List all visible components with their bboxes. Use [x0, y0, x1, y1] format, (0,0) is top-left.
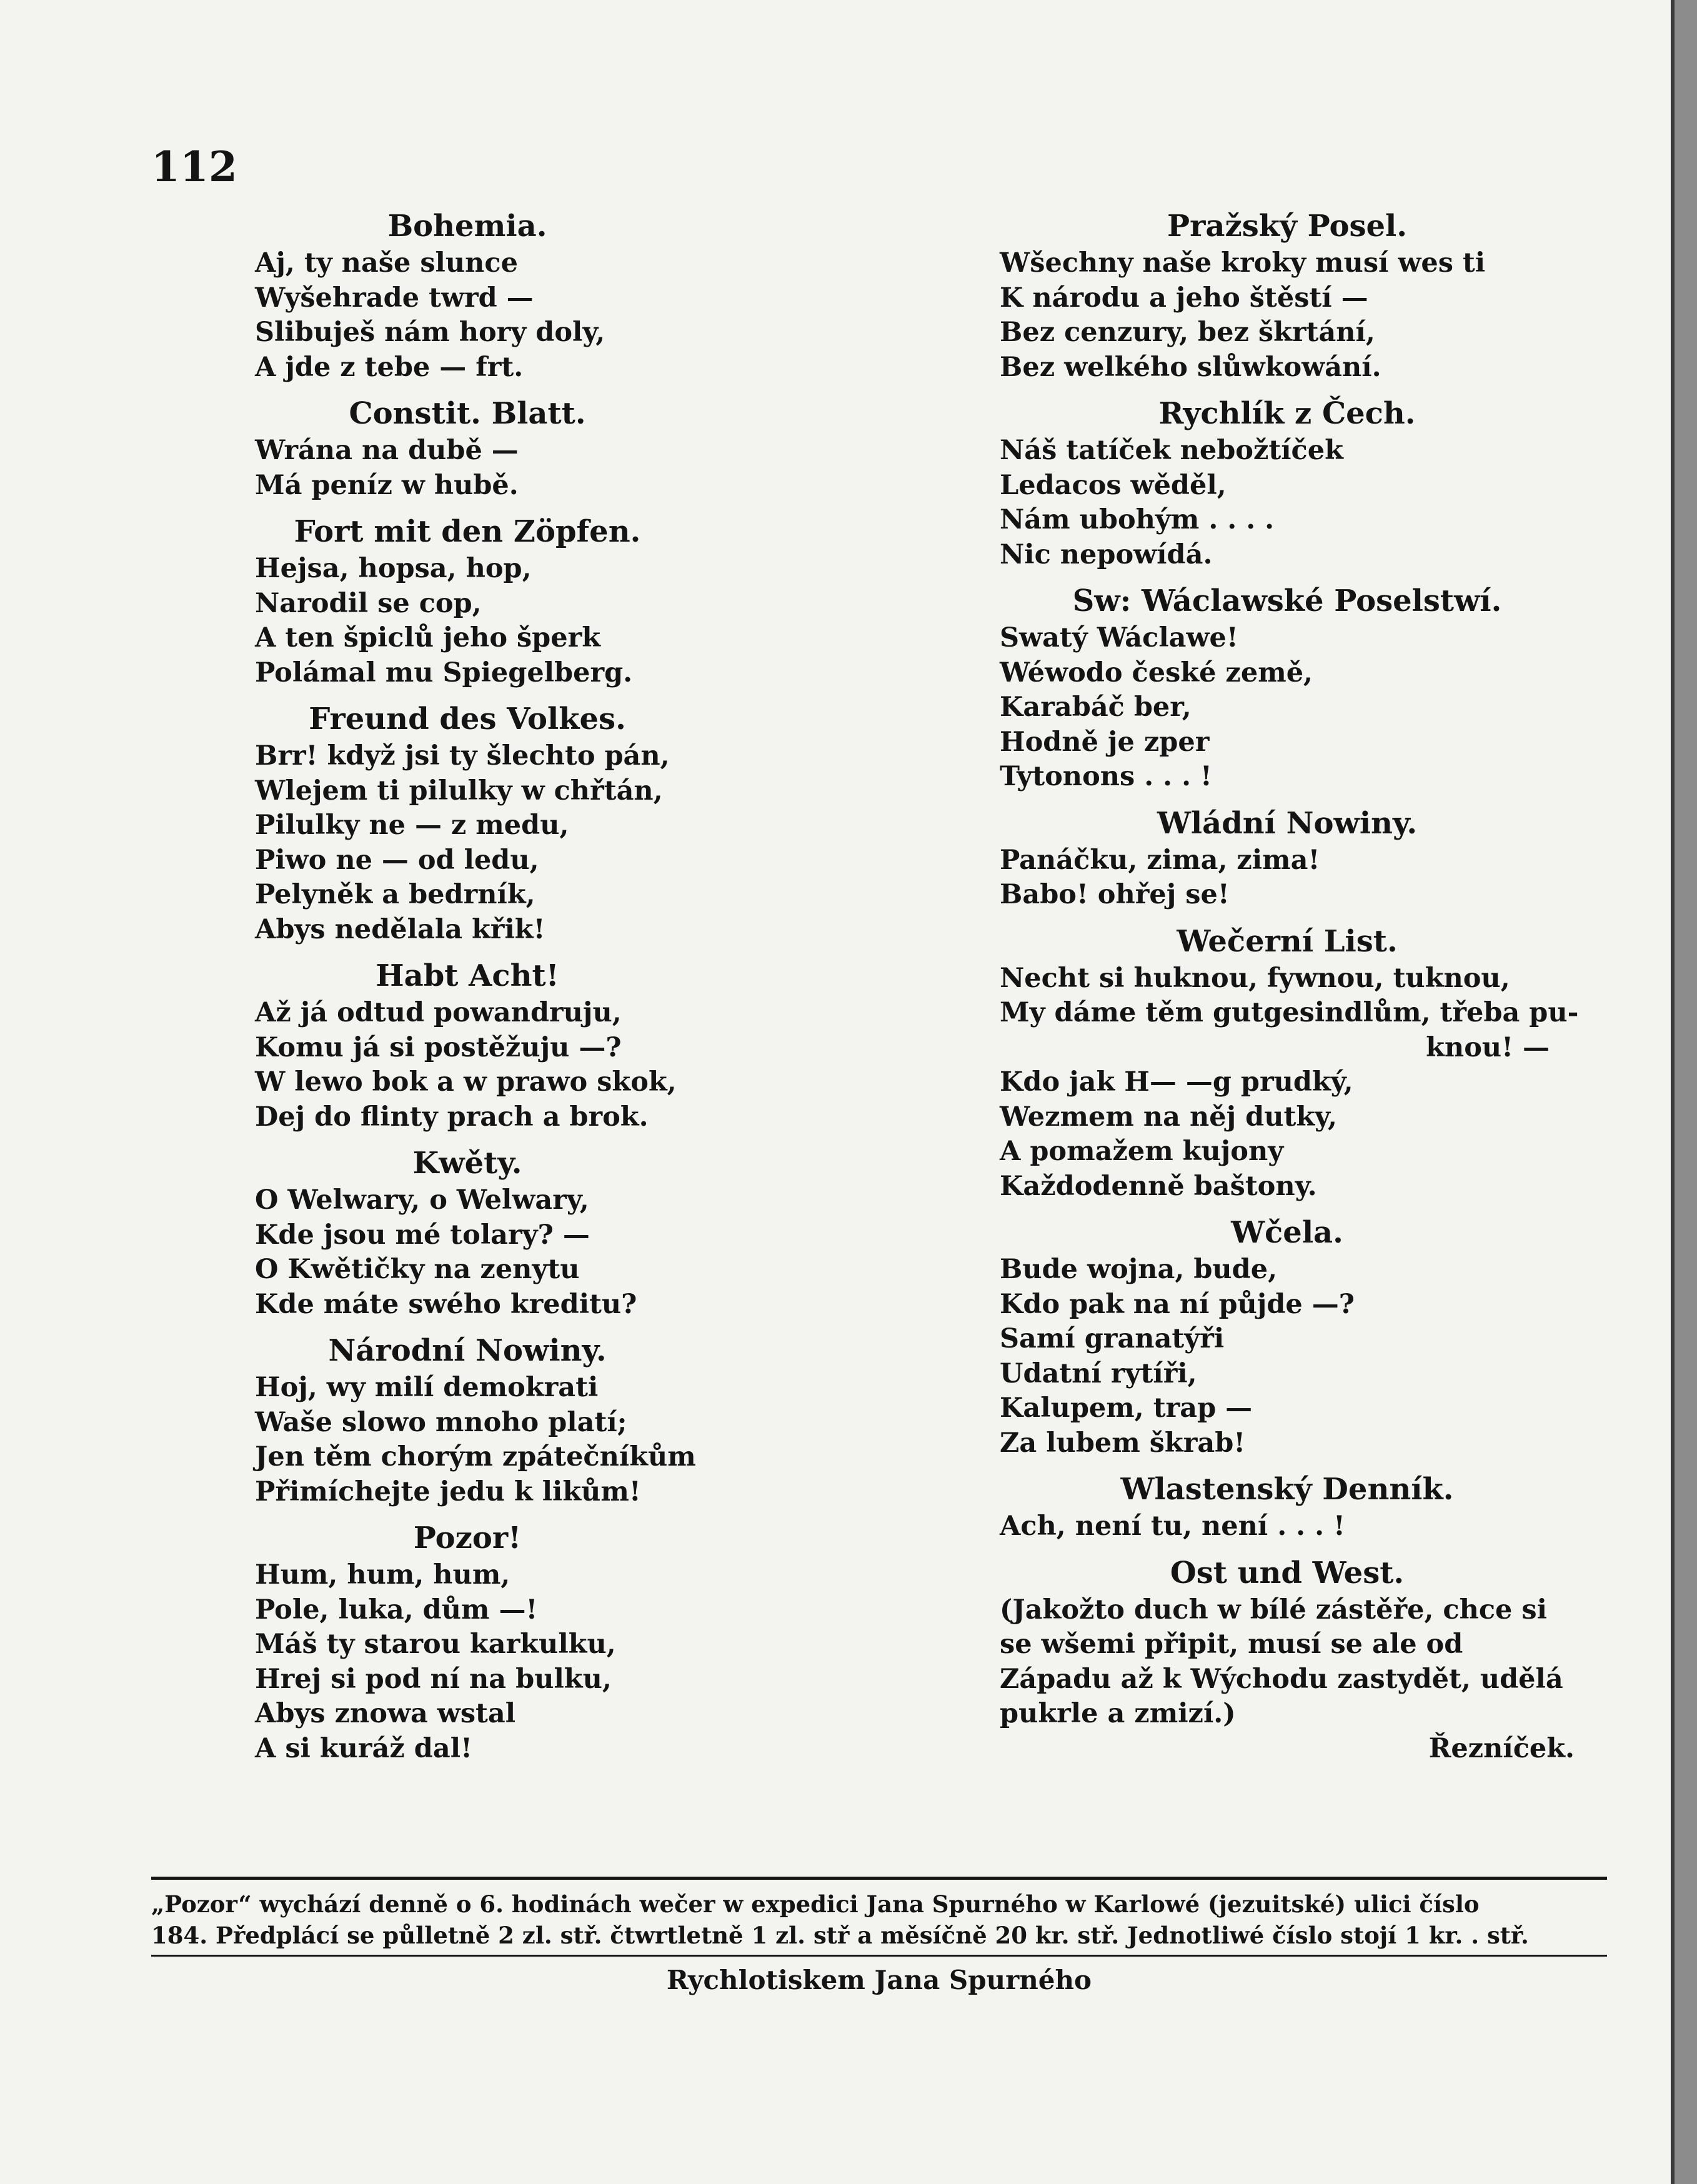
- verse-line: Pelyněk a bedrník,: [255, 879, 535, 910]
- verse-line: Nic nepowídá.: [1000, 539, 1213, 570]
- verse-line: Kdo jak H— —g prudký,: [1000, 1066, 1353, 1098]
- prose-paragraph: (Jakožto duch w bílé zástěře, chce si se wšemi připit, musí se ale od Západu až k Wýchodu zastydět, udělá pukrle a zmizí.): [1000, 1594, 1563, 1729]
- verse-line: Máš ty starou karkulku,: [255, 1629, 616, 1660]
- verse-line: Udatní rytíři,: [1000, 1358, 1197, 1389]
- footer-line-1: „Pozor“ wychází denně o 6. hodinách wečer w expedici Jana Spurného w Karlowé (jezuitské) ulici číslo: [151, 1890, 1480, 1918]
- verse-line: Slibuješ nám hory doly,: [255, 317, 605, 348]
- poem-section: [1000, 394, 1575, 572]
- verse-line: Kde máte swého kreditu?: [255, 1288, 637, 1320]
- section-title: Ost und West.: [1170, 1555, 1405, 1591]
- poem-section: [1000, 803, 1575, 913]
- verse-line: Má peníz w hubě.: [255, 469, 519, 501]
- verse-line: Babo! ohřej se!: [1000, 879, 1230, 910]
- verse-line: Narodil se cop,: [255, 587, 482, 619]
- verse-line: Swatý Wáclawe!: [1000, 622, 1238, 653]
- verse-line: Kalupem, trap —: [1000, 1392, 1253, 1424]
- verse-line: Každodenně baštony.: [1000, 1170, 1317, 1202]
- verse-line: Tytonons . . . !: [1000, 761, 1212, 792]
- section-title: Freund des Volkes.: [309, 702, 626, 737]
- verse-line: Brr! když jsi ty šlechto pán,: [255, 740, 670, 772]
- verse-line: Přimíchejte jedu k likům!: [255, 1476, 641, 1507]
- verse-line: Wlejem ti pilulky w chřtán,: [255, 775, 663, 807]
- verse-line: Wezmem na něj dutky,: [1000, 1101, 1337, 1133]
- verse-line: Hum, hum, hum,: [255, 1559, 510, 1591]
- verse-line: Pole, luka, dům —!: [255, 1594, 538, 1626]
- footer: [151, 1877, 1607, 1998]
- poem-section: [1000, 1469, 1575, 1544]
- section-title: Fort mit den Zöpfen.: [294, 514, 641, 549]
- poem-section: [255, 699, 680, 947]
- verse-line: Karabáč ber,: [1000, 692, 1192, 723]
- poem-section: [1000, 581, 1575, 795]
- footer-line-2: 184. Předplácí se půlletně 2 zl. stř. čtwrtletně 1 zl. stř a měsíčně 20 kr. stř. Jednotliwé číslo stojí 1 kr. . stř.: [151, 1922, 1529, 1949]
- verse-line: A pomažem kujony: [1000, 1136, 1284, 1167]
- section-title: Constit. Blatt.: [349, 396, 586, 431]
- verse-line: Abys nedělala křik!: [255, 913, 545, 945]
- poem-section: [1000, 1213, 1575, 1461]
- section-title: Bohemia.: [387, 209, 547, 244]
- verse-line: Polámal mu Spiegelberg.: [255, 657, 633, 688]
- verse-line: A si kuráž dal!: [255, 1732, 472, 1764]
- imprint: Rychlotiskem Jana Spurného: [666, 1965, 1092, 1995]
- footer-rule-bottom: [151, 1955, 1607, 1957]
- poem-section: [255, 1331, 696, 1509]
- poem-section: [255, 1518, 680, 1766]
- poem-section: [255, 956, 680, 1134]
- verse-line: Ach, není tu, není . . . !: [1000, 1511, 1345, 1542]
- poem-section: [1000, 921, 1579, 1204]
- verse-line: A ten špiclů jeho šperk: [255, 622, 601, 653]
- verse-line: Necht si huknou, fywnou, tuknou,: [1000, 962, 1510, 994]
- poem-section: [1000, 1553, 1575, 1767]
- verse-line: Komu já si postěžuju —?: [255, 1031, 622, 1063]
- verse-line: Samí granatýři: [1000, 1323, 1225, 1354]
- verse-line: Bude wojna, bude,: [1000, 1254, 1278, 1285]
- verse-line: W lewo bok a w prawo skok,: [255, 1066, 677, 1098]
- verse-line: K národu a jeho štěstí —: [1000, 282, 1368, 314]
- verse-line: Bez cenzury, bez škrtání,: [1000, 317, 1375, 348]
- verse-line: Wéwodo české země,: [1000, 657, 1313, 688]
- section-title: Habt Acht!: [376, 958, 559, 993]
- verse-line: Hejsa, hopsa, hop,: [255, 553, 532, 584]
- poem-section: [255, 1143, 680, 1322]
- verse-line: A jde z tebe — frt.: [255, 351, 524, 383]
- verse-line: O Kwětičky na zenytu: [255, 1254, 580, 1285]
- verse-line: Náš tatíček nebožtíček: [1000, 435, 1343, 466]
- verse-line: Hoj, wy milí demokrati: [255, 1372, 599, 1403]
- left-column: [255, 206, 696, 1766]
- verse-line: Waše slowo mnoho platí;: [255, 1406, 627, 1438]
- verse-line: Hrej si pod ní na bulku,: [255, 1663, 612, 1695]
- verse-line: Wšechny naše kroky musí wes ti: [1000, 247, 1486, 279]
- verse-line: Dej do flinty prach a brok.: [255, 1101, 649, 1133]
- verse-line: Wrána na dubě —: [255, 435, 519, 466]
- verse-line: Za lubem škrab!: [1000, 1427, 1246, 1459]
- verse-line: My dáme těm gutgesindlům, třeba pu-: [1000, 997, 1579, 1028]
- poem-section: [255, 512, 680, 690]
- section-title: Pražský Posel.: [1167, 209, 1407, 244]
- verse-line: Piwo ne — od ledu,: [255, 844, 539, 876]
- section-title: Wečerní List.: [1177, 923, 1398, 959]
- poem-section: [255, 206, 680, 385]
- section-title: Sw: Wáclawské Poselstwí.: [1072, 583, 1502, 618]
- section-title: Národní Nowiny.: [328, 1333, 607, 1368]
- page-number: 112: [151, 142, 237, 191]
- section-title: Kwěty.: [412, 1146, 522, 1181]
- section-title: Rychlík z Čech.: [1158, 396, 1416, 431]
- poem-section: [1000, 206, 1575, 385]
- right-column: [1000, 206, 1579, 1766]
- verse-line: Ledacos wěděl,: [1000, 469, 1227, 501]
- verse-line: Aj, ty naše slunce: [255, 247, 518, 279]
- verse-line: knou! —: [1426, 1031, 1550, 1063]
- verse-line: Kdo pak na ní půjde —?: [1000, 1288, 1355, 1320]
- verse-line: Jen těm chorým zpátečníkům: [255, 1441, 696, 1472]
- verse-line: Wyšehrade twrd —: [255, 282, 534, 314]
- verse-line: Panáčku, zima, zima!: [1000, 844, 1320, 876]
- footer-rule-top: [151, 1877, 1607, 1880]
- verse-line: Kde jsou mé tolary? —: [255, 1219, 590, 1251]
- section-title: Wlastenský Denník.: [1120, 1472, 1454, 1507]
- section-title: Wčela.: [1231, 1215, 1343, 1250]
- section-title: Wládní Nowiny.: [1157, 805, 1418, 841]
- verse-line: Bez welkého slůwkowání.: [1000, 351, 1381, 383]
- verse-line: Nám ubohým . . . .: [1000, 504, 1275, 535]
- verse-line: Pilulky ne — z medu,: [255, 810, 569, 841]
- verse-line: Hodně je zper: [1000, 726, 1210, 758]
- verse-line: O Welwary, o Welwary,: [255, 1184, 589, 1216]
- page-edge: [1675, 0, 1697, 2184]
- verse-line: Abys znowa wstal: [255, 1698, 516, 1729]
- signature: Řezníček.: [1428, 1732, 1575, 1764]
- section-title: Pozor!: [413, 1521, 522, 1556]
- verse-line: Až já odtud powandruju,: [255, 997, 622, 1028]
- poem-section: [255, 394, 680, 503]
